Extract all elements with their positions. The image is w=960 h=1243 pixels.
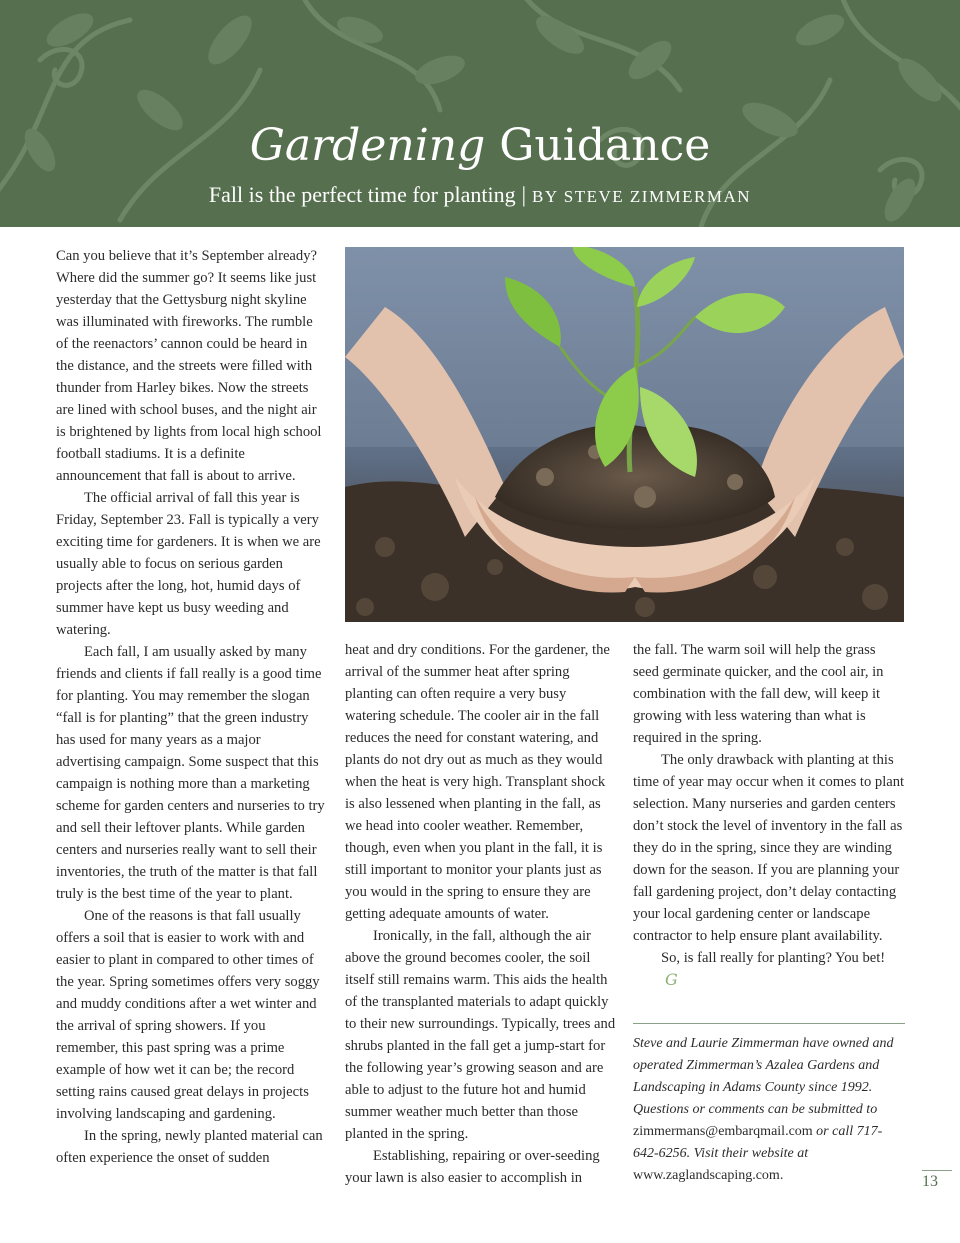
article-column-1 <box>56 245 328 1169</box>
paragraph: In the spring, newly planted material can often experience the onset of sudden <box>56 1128 323 1166</box>
seedling-photo <box>345 247 904 622</box>
title-italic: Gardening <box>249 120 486 171</box>
paragraph: Each fall, I am usually asked by many friends and clients if fall really is a good time for planting. You may remember the slogan “fall is for planting” that the green industry has used for many years as a major advertising campaign. Some suspect that this campaign is nothing more than a marketing scheme for garden centers and nurseries to try and sell their leftover plants. While garden centers and nurseries really want to sell their inventories, the truth of the matter is that fall truly is the best time of the year to plant. <box>56 644 325 902</box>
paragraph: Establishing, repairing or over-seeding your lawn is also easier to accomplish in <box>345 1148 600 1186</box>
subtitle: Fall is the perfect time for planting <box>208 182 516 207</box>
author-bio <box>633 1033 905 1187</box>
article-column-2 <box>345 639 617 1189</box>
subtitle-line <box>0 180 960 212</box>
paragraph: Can you believe that it’s September already? Where did the summer go? It seems like just yesterday that the Gettysburg night skyline was illuminated with fireworks. The rumble of the reenactors’ cannon could be heard in the distance, and the streets were filled with thunder from Harley bikes. Now the streets are lined with school buses, and the night air is brightened by lights from local high school football stadiums. It is a definite announcement that fall is about to arrive. <box>56 248 322 484</box>
page-title <box>0 118 960 174</box>
byline: BY STEVE ZIMMERMAN <box>532 187 752 206</box>
article-column-3 <box>633 639 905 992</box>
title-rest: Guidance <box>499 120 711 171</box>
paragraph: The official arrival of fall this year is Friday, September 23. Fall is typically a very exciting time for gardeners. It is when we are usually able to focus on serious garden projects after the long, hot, humid days of summer have kept us busy weeding and watering. <box>56 490 321 638</box>
paragraph: Ironically, in the fall, although the air above the ground becomes cooler, the soil itself still remains warm. This aids the health of the transplanted materials to adapt quickly to their new surroundings. Typically, trees and shrubs planted in the fall get a jump-start for the following year’s growing season and are able to adjust to the future hot and humid summer weather much better than those planted in the spring. <box>345 928 616 1142</box>
paragraph <box>633 947 905 992</box>
bio-text-end: . <box>779 1168 784 1183</box>
page-number: 13 <box>922 1170 952 1191</box>
paragraph: One of the reasons is that fall usually offers a soil that is easier to work with and easier to plant in compared to other times of the year. Spring sometimes offers very soggy and muddy conditions after a wet winter and the arrival of spring showers. If you remember, this past spring was a prime example of how wet it can be; the record setting rains caused great delays in projects involving landscaping and gardening. <box>56 908 320 1122</box>
seedling-in-hands-icon <box>345 247 904 622</box>
bio-website-link[interactable]: www.zaglandscaping.com <box>633 1168 780 1183</box>
bio-divider <box>633 1023 905 1024</box>
subtitle-separator: | <box>521 182 527 207</box>
bio-email-link[interactable]: zimmermans@embarqmail.com <box>633 1124 813 1139</box>
bio-text: or call 717-642-6256. Visit their website at <box>633 1124 883 1161</box>
paragraph: the fall. The warm soil will help the grass seed germinate quicker, and the cool air, in combination with the fall dew, will keep it growing with less watering than what is required in the spring. <box>633 642 884 746</box>
bio-text: Steve and Laurie Zimmerman have owned and operated Zimmerman’s Azalea Gardens and Landscaping in Adams County since 1992. Questions or comments can be submitted to <box>633 1036 894 1117</box>
header-banner <box>0 0 960 227</box>
end-mark-icon: G <box>665 970 678 989</box>
paragraph: heat and dry conditions. For the gardener, the arrival of the summer heat after spring planting can often require a very busy watering schedule. The cooler air in the fall reduces the need for constant watering, and plants do not dry out as much as they would when the heat is very high. Transplant shock is also lessened when planting in the fall, as we head into cooler weather. Remember, though, even when you plant in the fall, it is still important to monitor your plants just as you would in the spring to ensure they are getting adequate amounts of water. <box>345 642 610 922</box>
closing-sentence: So, is fall really for planting? You bet! <box>661 950 886 966</box>
paragraph: The only drawback with planting at this time of year may occur when it comes to plant selection. Many nurseries and garden centers don’t stock the level of inventory in the fall as they do in the spring, since they are winding down for the season. If you are planning your fall gardening project, don’t delay contacting your local gardening center or landscape contractor to help ensure plant availability. <box>633 752 905 944</box>
